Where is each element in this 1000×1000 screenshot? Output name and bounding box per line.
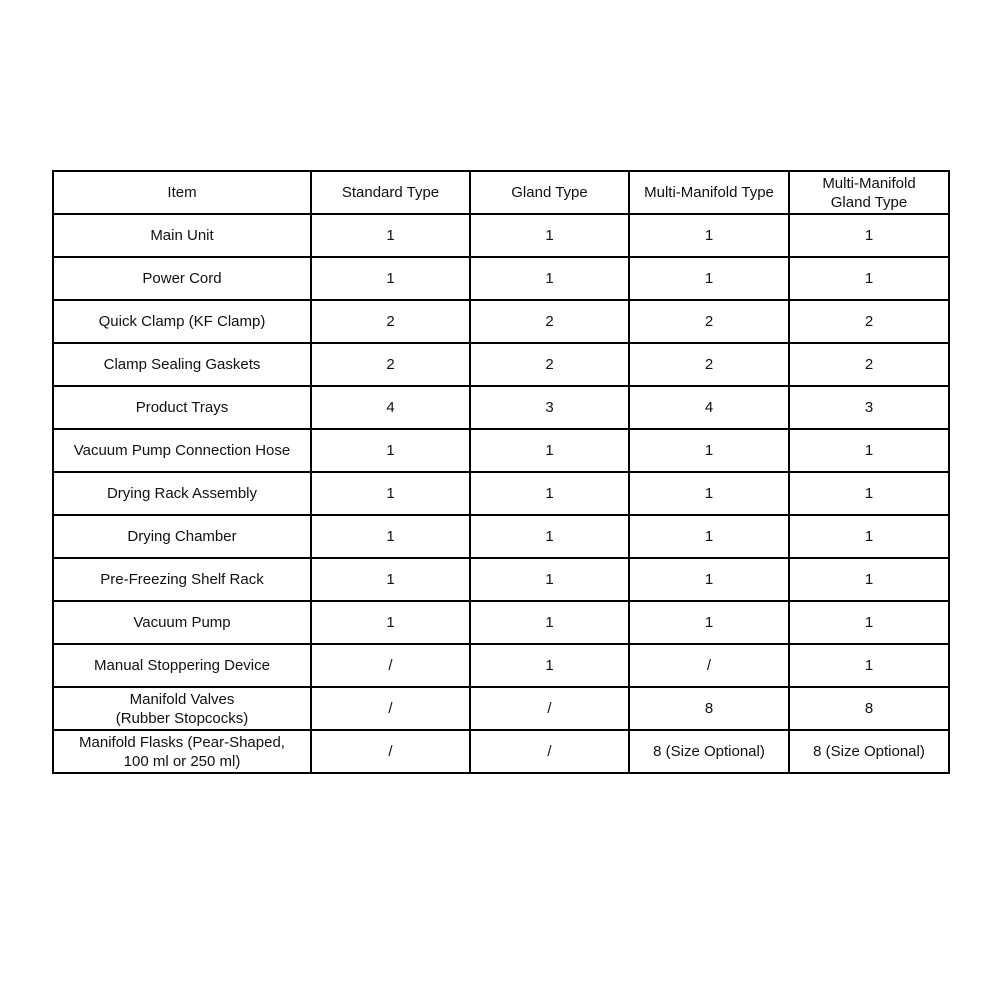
table-cell-standard-type [311, 558, 470, 601]
cell-text: 1 [545, 571, 554, 588]
cell-text: 1 [545, 270, 554, 287]
table-cell-multi-manifold-gland-type [789, 429, 949, 472]
cell-text: / [547, 743, 552, 760]
cell-text: 1 [864, 528, 874, 545]
table-cell-standard-type [311, 386, 470, 429]
cell-text: / [706, 657, 712, 674]
cell-text: Vacuum Pump [133, 614, 231, 631]
table-cell-multi-manifold-gland-type [789, 558, 949, 601]
table-row [53, 687, 949, 730]
table-cell-gland-type [470, 601, 629, 644]
table-cell-gland-type [470, 429, 629, 472]
table-cell-item [53, 730, 311, 773]
cell-text: 2 [386, 356, 395, 373]
table-cell-item [53, 300, 311, 343]
table-cell-multi-manifold-type [629, 644, 789, 687]
table-cell-multi-manifold-type [629, 601, 789, 644]
table-row [53, 558, 949, 601]
cell-text: 1 [386, 227, 395, 244]
table-cell-gland-type [470, 214, 629, 257]
cell-text: Product Trays [135, 399, 229, 416]
table-cell-multi-manifold-type [629, 472, 789, 515]
cell-text: 8 [704, 700, 714, 717]
cell-text: 1 [704, 614, 714, 631]
table-cell-gland-type [470, 472, 629, 515]
table-row [53, 601, 949, 644]
table-cell-gland-type [470, 343, 629, 386]
configuration-table-container [52, 170, 948, 774]
table-cell-gland-type [470, 687, 629, 730]
table-cell-multi-manifold-type [629, 515, 789, 558]
cell-text: 1 [704, 528, 714, 545]
cell-text: 1 [864, 227, 874, 244]
cell-text: 1 [545, 442, 554, 459]
table-cell-item [53, 429, 311, 472]
table-cell-gland-type [470, 386, 629, 429]
table-cell-standard-type [311, 214, 470, 257]
table-cell-multi-manifold-gland-type [789, 644, 949, 687]
cell-text: 1 [545, 528, 554, 545]
table-cell-item [53, 214, 311, 257]
cell-text: Drying Chamber [127, 528, 237, 545]
cell-text: 3 [864, 399, 874, 416]
cell-text: 4 [704, 399, 714, 416]
cell-text: Manifold Valves (Rubber Stopcocks) [115, 690, 249, 727]
table-cell-multi-manifold-type [629, 730, 789, 773]
table-cell-gland-type [470, 515, 629, 558]
table-cell-multi-manifold-gland-type [789, 214, 949, 257]
cell-text: Vacuum Pump Connection Hose [73, 442, 291, 459]
table-cell-item [53, 558, 311, 601]
table-cell-multi-manifold-gland-type [789, 515, 949, 558]
cell-text: 2 [704, 356, 714, 373]
cell-text: Main Unit [150, 227, 214, 244]
cell-text: 1 [864, 614, 874, 631]
table-cell-multi-manifold-gland-type [789, 730, 949, 773]
cell-text: / [388, 657, 393, 674]
header-cell-item: Item [53, 171, 311, 214]
cell-text: 1 [864, 657, 874, 674]
table-cell-item [53, 601, 311, 644]
table-cell-item [53, 644, 311, 687]
cell-text: 1 [704, 227, 714, 244]
cell-text: 1 [386, 442, 395, 459]
table-cell-item [53, 472, 311, 515]
cell-text: Quick Clamp (KF Clamp) [98, 313, 266, 330]
table-row [53, 300, 949, 343]
configuration-table [52, 170, 950, 774]
cell-text: 1 [704, 270, 714, 287]
table-cell-standard-type [311, 429, 470, 472]
cell-text: Power Cord [142, 270, 222, 287]
cell-text: Manual Stoppering Device [94, 657, 270, 674]
table-cell-multi-manifold-type [629, 386, 789, 429]
cell-text: 2 [704, 313, 714, 330]
cell-text: / [388, 743, 393, 760]
cell-text: 2 [545, 356, 554, 373]
cell-text: 2 [864, 313, 874, 330]
table-row [53, 257, 949, 300]
cell-text: / [547, 700, 552, 717]
cell-text: 1 [386, 270, 395, 287]
cell-text: 8 (Size Optional) [813, 743, 925, 760]
table-row [53, 644, 949, 687]
table-cell-multi-manifold-gland-type [789, 300, 949, 343]
table-cell-standard-type [311, 601, 470, 644]
cell-text: 1 [704, 442, 714, 459]
table-cell-multi-manifold-gland-type [789, 601, 949, 644]
cell-text: 8 (Size Optional) [653, 743, 765, 760]
cell-text: Drying Rack Assembly [106, 485, 258, 502]
cell-text: 1 [864, 442, 874, 459]
header-cell-multi-manifold-type: Multi-Manifold Type [629, 171, 789, 214]
table-row [53, 214, 949, 257]
cell-text: 1 [386, 528, 395, 545]
table-cell-multi-manifold-type [629, 343, 789, 386]
table-body [53, 214, 949, 773]
table-cell-gland-type [470, 257, 629, 300]
table-row [53, 730, 949, 773]
table-cell-multi-manifold-type [629, 558, 789, 601]
table-header-row [53, 171, 949, 214]
header-cell-multi-manifold-gland-type: Multi-Manifold Gland Type [789, 171, 949, 214]
cell-text: 1 [386, 614, 395, 631]
table-cell-gland-type [470, 300, 629, 343]
table-cell-gland-type [470, 730, 629, 773]
table-cell-multi-manifold-gland-type [789, 687, 949, 730]
table-cell-multi-manifold-type [629, 300, 789, 343]
table-cell-item [53, 515, 311, 558]
cell-text: 1 [386, 571, 395, 588]
table-cell-multi-manifold-type [629, 687, 789, 730]
cell-text: Manifold Flasks (Pear-Shaped, 100 ml or 250 ml) [79, 733, 285, 770]
cell-text: / [388, 700, 393, 717]
table-cell-multi-manifold-gland-type [789, 257, 949, 300]
cell-text: 1 [704, 485, 714, 502]
cell-text: 2 [545, 313, 554, 330]
table-row [53, 429, 949, 472]
table-cell-item [53, 386, 311, 429]
table-cell-standard-type [311, 644, 470, 687]
table-cell-multi-manifold-gland-type [789, 386, 949, 429]
cell-text: 1 [864, 571, 874, 588]
cell-text: 1 [386, 485, 395, 502]
cell-text: 2 [864, 356, 874, 373]
table-cell-standard-type [311, 343, 470, 386]
table-cell-standard-type [311, 300, 470, 343]
cell-text: 1 [864, 270, 874, 287]
cell-text: Clamp Sealing Gaskets [103, 356, 261, 373]
table-cell-multi-manifold-type [629, 214, 789, 257]
header-cell-gland-type: Gland Type [470, 171, 629, 214]
cell-text: 3 [545, 399, 554, 416]
table-cell-gland-type [470, 644, 629, 687]
table-row [53, 343, 949, 386]
cell-text: 1 [545, 227, 554, 244]
table-cell-multi-manifold-gland-type [789, 472, 949, 515]
table-cell-gland-type [470, 558, 629, 601]
table-cell-standard-type [311, 687, 470, 730]
table-row [53, 515, 949, 558]
cell-text: 1 [545, 485, 554, 502]
table-cell-standard-type [311, 257, 470, 300]
table-cell-item [53, 343, 311, 386]
cell-text: 1 [545, 614, 554, 631]
cell-text: 8 [864, 700, 874, 717]
header-cell-standard-type: Standard Type [311, 171, 470, 214]
cell-text: 1 [704, 571, 714, 588]
cell-text: 1 [545, 657, 554, 674]
cell-text: 1 [864, 485, 874, 502]
table-cell-multi-manifold-type [629, 257, 789, 300]
cell-text: 4 [386, 399, 395, 416]
cell-text: Pre-Freezing Shelf Rack [100, 571, 264, 588]
table-cell-standard-type [311, 730, 470, 773]
table-row [53, 472, 949, 515]
table-cell-item [53, 257, 311, 300]
table-cell-multi-manifold-gland-type [789, 343, 949, 386]
table-cell-multi-manifold-type [629, 429, 789, 472]
table-cell-standard-type [311, 515, 470, 558]
table-cell-standard-type [311, 472, 470, 515]
cell-text: 2 [386, 313, 395, 330]
table-row [53, 386, 949, 429]
table-cell-item [53, 687, 311, 730]
